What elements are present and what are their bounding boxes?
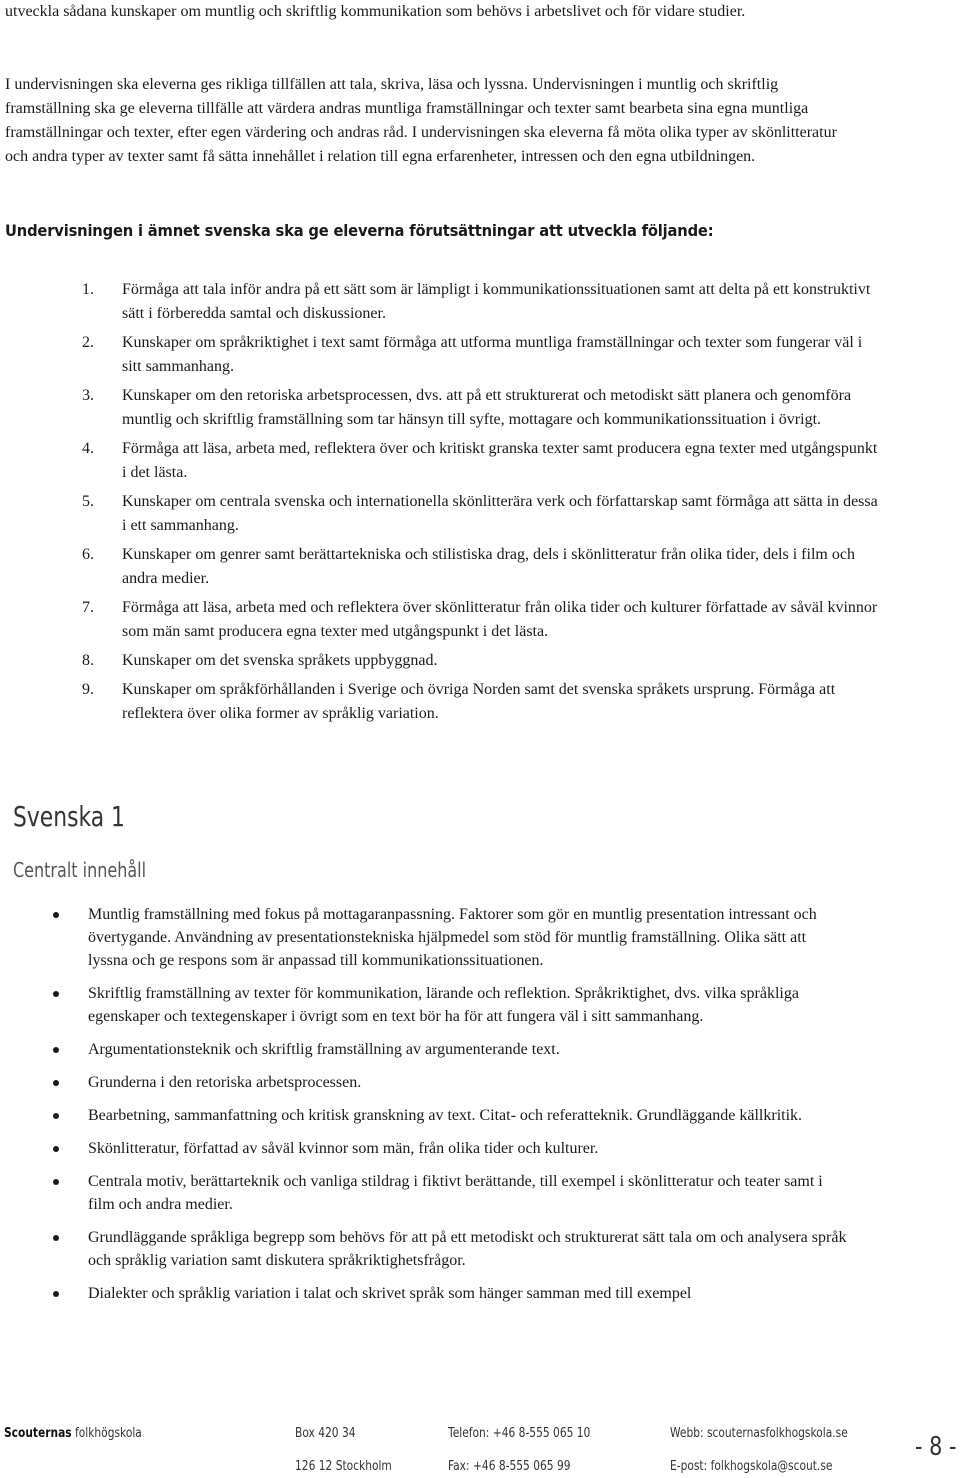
content-item: [48, 1038, 848, 1061]
content-text: Muntlig framställning med fokus på mottagaranpassning. Faktorer som gör en muntlig presentation intressant och övertygande. Användning av presentationstekniska hjälpmedel som stöd för muntlig framställning. Olika sätt att lyssna och ge respons som är anpassad till kommunikationssituationen.: [88, 906, 817, 969]
bullet-icon: [48, 1170, 88, 1216]
bullet-icon: [48, 1226, 88, 1272]
content-text: Skriftlig framställning av texter för kommunikation, lärande och reflektion. Språkriktighet, dvs. vilka språkliga egenskaper och textegenskaper i övrigt som en text bör ha för att fungera väl i sitt sammanhang.: [88, 985, 799, 1025]
goal-text: Kunskaper om centrala svenska och internationella skönlitterära verk och författarskap samt förmåga att sätta in dessa i ett sammanhang.: [122, 493, 878, 534]
footer-brand: [4, 1426, 142, 1441]
content-text: Centrala motiv, berättarteknik och vanliga stildrag i fiktivt berättande, till exempel i skönlitteratur och teater samt i film och andra medier.: [88, 1173, 823, 1213]
goal-number: 6.: [82, 546, 94, 563]
bullet-icon: [48, 1071, 88, 1094]
content-text: Skönlitteratur, författad av såväl kvinnor som män, från olika tider och kulturer.: [88, 1140, 599, 1157]
content-text: Grundläggande språkliga begrepp som behövs för att på ett metodiskt och strukturerat sätt tala om och analysera språk och språklig variation samt diskutera språkriktighetsfrågor.: [88, 1229, 847, 1269]
goals-heading: Undervisningen i ämnet svenska ska ge eleverna förutsättningar att utveckla följande:: [5, 221, 714, 240]
page-number: - 8 -: [915, 1432, 957, 1462]
bullet-icon: [48, 1282, 88, 1305]
goal-item: [82, 543, 882, 591]
goal-item: [82, 490, 882, 538]
course-title: Svenska 1: [13, 800, 125, 833]
intro-paragraph-1: utveckla sådana kunskaper om muntlig och skriftlig kommunikation som behövs i arbetslivet och för vidare studier.: [5, 3, 746, 20]
goal-text: Kunskaper om språkriktighet i text samt förmåga att utforma muntliga framställningar och texter som fungerar väl i sitt sammanhang.: [122, 334, 863, 375]
goal-number: 1.: [82, 281, 94, 298]
footer-web-link[interactable]: Webb: scouternasfolkhogskola.se: [670, 1426, 848, 1441]
footer-brand-bold: Scouternas: [4, 1426, 72, 1441]
footer-phone: Telefon: +46 8-555 065 10: [448, 1426, 591, 1441]
content-text: Grunderna i den retoriska arbetsprocessen.: [88, 1074, 362, 1091]
footer-fax: Fax: +46 8-555 065 99: [448, 1459, 571, 1474]
bullet-icon: [48, 1137, 88, 1160]
goal-text: Kunskaper om genrer samt berättartekniska och stilistiska drag, dels i skönlitteratur från olika tider, dels i film och andra medier.: [122, 546, 855, 587]
section-subtitle: Centralt innehåll: [13, 858, 147, 882]
content-text: Bearbetning, sammanfattning och kritisk granskning av text. Citat- och referatteknik. Grundläggande källkritik.: [88, 1107, 803, 1124]
content-item: [48, 1282, 848, 1305]
goal-item: [82, 678, 882, 726]
goal-item: [82, 384, 882, 432]
content-item: [48, 1170, 848, 1216]
goal-item: [82, 278, 882, 326]
content-item: [48, 1137, 848, 1160]
goal-number: 8.: [82, 652, 94, 669]
footer-address-line2: 126 12 Stockholm: [295, 1459, 392, 1474]
content-list: [48, 903, 848, 1315]
goal-item: [82, 331, 882, 379]
content-item: [48, 982, 848, 1028]
goal-text: Förmåga att läsa, arbeta med, reflektera över och kritiskt granska texter samt producera egna texter med utgångspunkt i det lästa.: [122, 440, 878, 481]
content-item: [48, 903, 848, 972]
goal-text: Kunskaper om den retoriska arbetsprocessen, dvs. att på ett strukturerat och metodiskt sätt planera och genomföra muntlig och skriftlig framställning som tar hänsyn till syfte, mottagare och kommunikationssituation i övrigt.: [122, 387, 852, 428]
footer-brand-rest: folkhögskola: [71, 1426, 142, 1441]
goals-list: [82, 278, 882, 731]
content-item: [48, 1226, 848, 1272]
content-text: Dialekter och språklig variation i talat och skrivet språk som hänger samman med till exempel: [88, 1285, 692, 1302]
goal-item: [82, 437, 882, 485]
intro-paragraph-2: I undervisningen ska eleverna ges rikliga tillfällen att tala, skriva, läsa och lyssna. Undervisningen i muntlig och skriftlig framställning ska ge eleverna tillfälle att värdera andras muntliga framställningar och texter samt bearbeta sina egna muntliga framställningar och texter, efter egen värdering och andras råd. I undervisningen ska eleverna få möta olika typer av skönlitteratur och andra typer av texter samt få sätta innehållet i relation till egna erfarenheter, intressen och den egna utbildningen.: [5, 76, 837, 165]
goal-number: 5.: [82, 493, 94, 510]
footer-address-line1: Box 420 34: [295, 1426, 356, 1441]
bullet-icon: [48, 1104, 88, 1127]
bullet-icon: [48, 903, 88, 972]
content-item: [48, 1104, 848, 1127]
goal-item: [82, 596, 882, 644]
bullet-icon: [48, 982, 88, 1028]
goal-number: 7.: [82, 599, 94, 616]
goal-text: Förmåga att tala inför andra på ett sätt som är lämpligt i kommunikationssituationen samt att delta på ett konstruktivt sätt i förberedda samtal och diskussioner.: [122, 281, 871, 322]
goal-number: 3.: [82, 387, 94, 404]
goal-text: Kunskaper om språkförhållanden i Sverige och övriga Norden samt det svenska språkets ursprung. Förmåga att reflektera över olika former av språklig variation.: [122, 681, 836, 722]
content-text: Argumentationsteknik och skriftlig framställning av argumenterande text.: [88, 1041, 560, 1058]
goal-number: 4.: [82, 440, 94, 457]
goal-item: [82, 649, 882, 673]
goal-text: Förmåga att läsa, arbeta med och reflektera över skönlitteratur från olika tider och kulturer författade av såväl kvinnor som män samt producera egna texter med utgångspunkt i det lästa.: [122, 599, 878, 640]
goal-number: 2.: [82, 334, 94, 351]
content-item: [48, 1071, 848, 1094]
goal-number: 9.: [82, 681, 94, 698]
bullet-icon: [48, 1038, 88, 1061]
page-footer: [0, 1415, 960, 1478]
goal-text: Kunskaper om det svenska språkets uppbyggnad.: [122, 652, 438, 669]
footer-email-link[interactable]: E-post: folkhogskola@scout.se: [670, 1459, 833, 1474]
